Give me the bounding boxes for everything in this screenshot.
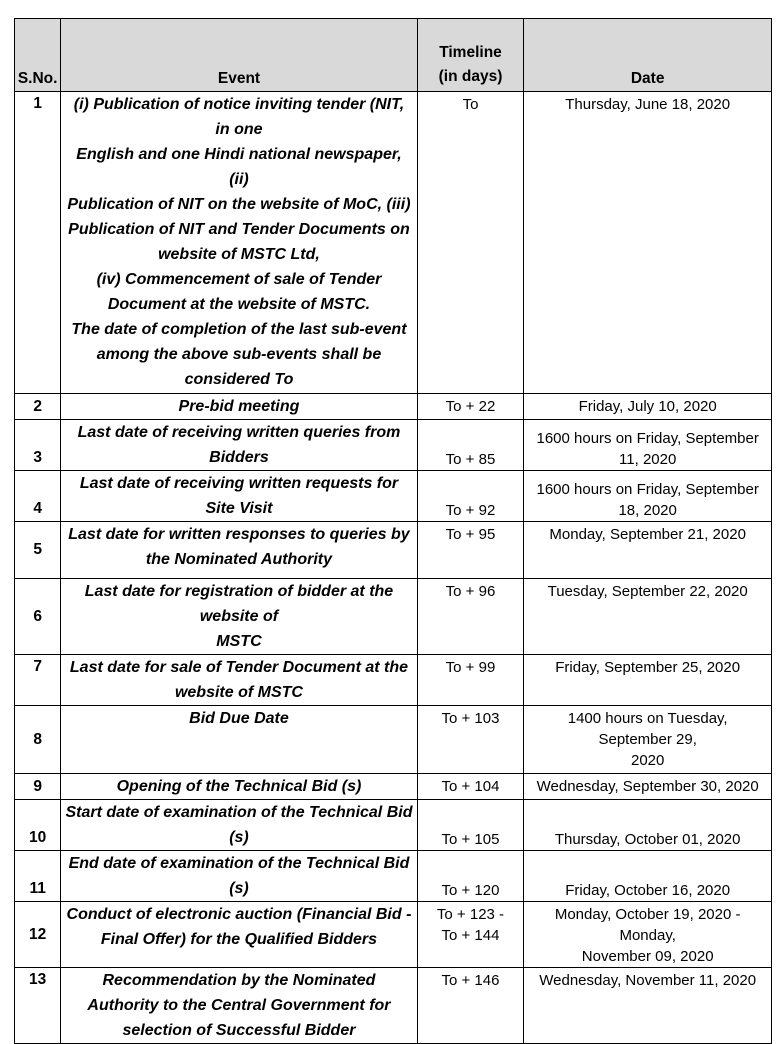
row-sno: 13	[15, 968, 61, 1044]
timeline-cell	[417, 851, 524, 902]
row-sno: 3	[15, 420, 61, 471]
event-cell-line: Publication of NIT and Tender Documents on	[68, 221, 410, 238]
event-cell-line: website of	[199, 608, 279, 625]
date-cell-line: 2020	[630, 752, 665, 769]
event-cell	[61, 471, 417, 522]
table-row	[15, 902, 772, 968]
date-cell	[524, 851, 772, 902]
event-cell-line: Opening of the Technical Bid (s)	[116, 778, 362, 795]
row-sno: 12	[15, 902, 61, 968]
date-cell-line: Tuesday, September 22, 2020	[547, 583, 748, 600]
schedule-table	[14, 18, 772, 1044]
row-sno: 4	[15, 471, 61, 522]
event-cell-line: considered To	[184, 371, 294, 388]
date-cell-line: Friday, July 10, 2020	[578, 398, 717, 415]
table-row	[15, 522, 772, 579]
event-cell	[61, 655, 417, 706]
event-cell-line: selection of Successful Bidder	[122, 1022, 356, 1039]
event-cell	[61, 522, 417, 579]
timeline-cell	[417, 800, 524, 851]
row-sno: 7	[15, 655, 61, 706]
date-cell-line: September 29,	[598, 731, 697, 748]
event-cell-line: (i) Publication of notice inviting tender (NIT,	[73, 96, 405, 113]
event-cell-line: Pre-bid meeting	[178, 398, 300, 415]
date-cell	[524, 774, 772, 800]
timeline-cell-line: To + 22	[445, 398, 496, 415]
timeline-cell-line: To + 85	[445, 451, 496, 468]
event-cell-line: MSTC	[216, 633, 262, 650]
timeline-cell-line: To + 95	[445, 526, 496, 543]
date-cell-line: Thursday, June 18, 2020	[565, 96, 731, 113]
date-cell-line: Friday, October 16, 2020	[565, 882, 731, 899]
date-cell	[524, 522, 772, 579]
row-sno: 5	[15, 522, 61, 579]
table-row	[15, 420, 772, 471]
row-sno: 9	[15, 774, 61, 800]
row-sno: 6	[15, 579, 61, 655]
date-cell-line: Monday,	[619, 927, 676, 944]
event-cell-line: Conduct of electronic auction (Financial Bid -	[66, 906, 412, 923]
event-cell	[61, 851, 417, 902]
event-cell-line: Last date of receiving written requests for	[79, 475, 399, 492]
event-cell	[61, 579, 417, 655]
event-cell-line: Recommendation by the Nominated	[102, 972, 376, 989]
event-cell-line: (s)	[229, 880, 249, 897]
timeline-cell-line: To + 103	[441, 710, 500, 727]
header-date: Date	[524, 19, 772, 92]
event-cell	[61, 968, 417, 1044]
header-row	[15, 19, 772, 92]
header-timeline-line1: Timeline	[439, 44, 502, 61]
date-cell-line: 18, 2020	[618, 502, 677, 519]
date-cell	[524, 420, 772, 471]
date-cell-line: Friday, September 25, 2020	[555, 659, 741, 676]
date-cell	[524, 800, 772, 851]
timeline-cell-line: To + 96	[445, 583, 496, 600]
header-timeline-line2: (in days)	[438, 68, 503, 85]
header-timeline	[417, 19, 524, 92]
date-cell-line: Wednesday, November 11, 2020	[539, 972, 757, 989]
event-cell-line: Site Visit	[205, 500, 273, 517]
event-cell-line: Last date for sale of Tender Document at the	[69, 659, 409, 676]
date-cell	[524, 92, 772, 394]
table-row	[15, 92, 772, 394]
timeline-cell-line: To + 120	[441, 882, 500, 899]
event-cell-line: (iv) Commencement of sale of Tender	[96, 271, 382, 288]
timeline-cell-line: To + 99	[445, 659, 496, 676]
event-cell-line: The date of completion of the last sub-event	[71, 321, 407, 338]
event-cell-line: Start date of examination of the Technical Bid	[65, 804, 413, 821]
event-cell-line: (s)	[229, 829, 249, 846]
event-cell	[61, 420, 417, 471]
timeline-cell	[417, 471, 524, 522]
row-sno: 8	[15, 706, 61, 774]
date-cell	[524, 394, 772, 420]
table-row	[15, 394, 772, 420]
date-cell-line: 1600 hours on Friday, September	[536, 430, 759, 447]
table-row	[15, 800, 772, 851]
date-cell-line: Monday, October 19, 2020 -	[554, 906, 741, 923]
timeline-cell	[417, 579, 524, 655]
event-cell-line: Publication of NIT on the website of MoC, (iii)	[67, 196, 411, 213]
event-cell	[61, 902, 417, 968]
date-cell-line: November 09, 2020	[581, 948, 714, 965]
date-cell	[524, 968, 772, 1044]
timeline-cell	[417, 706, 524, 774]
table-row	[15, 471, 772, 522]
event-cell-line: English and one Hindi national newspaper,	[76, 146, 402, 163]
date-cell-line: Thursday, October 01, 2020	[554, 831, 741, 848]
event-cell	[61, 774, 417, 800]
date-cell	[524, 579, 772, 655]
row-sno: 10	[15, 800, 61, 851]
date-cell	[524, 655, 772, 706]
timeline-cell	[417, 420, 524, 471]
timeline-cell	[417, 902, 524, 968]
row-sno: 2	[15, 394, 61, 420]
event-cell-line: Final Offer) for the Qualified Bidders	[100, 931, 378, 948]
table-row	[15, 655, 772, 706]
event-cell-line: the Nominated Authority	[145, 551, 332, 568]
header-event: Event	[61, 19, 417, 92]
table-row	[15, 579, 772, 655]
event-cell-line: Document at the website of MSTC.	[107, 296, 371, 313]
timeline-cell	[417, 774, 524, 800]
timeline-cell-line: To + 104	[441, 778, 500, 795]
timeline-cell-line: To	[462, 96, 479, 113]
date-cell-line: Monday, September 21, 2020	[549, 526, 746, 543]
date-cell-line: 1400 hours on Tuesday,	[567, 710, 728, 727]
date-cell	[524, 471, 772, 522]
event-cell-line: End date of examination of the Technical Bid	[68, 855, 410, 872]
event-cell-line: Authority to the Central Government for	[87, 997, 391, 1014]
event-cell-line: Last date of receiving written queries from	[77, 424, 401, 441]
timeline-cell-line: To + 144	[441, 927, 500, 944]
row-sno: 1	[15, 92, 61, 394]
timeline-cell	[417, 522, 524, 579]
event-cell-line: website of MSTC	[174, 684, 303, 701]
timeline-cell	[417, 394, 524, 420]
event-cell-line: Bidders	[209, 449, 269, 466]
event-cell	[61, 800, 417, 851]
header-sno: S.No.	[15, 19, 61, 92]
event-cell-line: (ii)	[229, 171, 249, 188]
table-row	[15, 851, 772, 902]
row-sno: 11	[15, 851, 61, 902]
event-cell-line: among the above sub-events shall be	[96, 346, 382, 363]
event-cell	[61, 706, 417, 774]
timeline-cell-line: To + 123 -	[436, 906, 505, 923]
table-row	[15, 706, 772, 774]
table-row	[15, 774, 772, 800]
table-row	[15, 968, 772, 1044]
date-cell-line: Wednesday, September 30, 2020	[536, 778, 759, 795]
event-cell	[61, 394, 417, 420]
timeline-cell	[417, 92, 524, 394]
event-cell-line: Last date for registration of bidder at the	[84, 583, 394, 600]
event-cell	[61, 92, 417, 394]
date-cell-line: 11, 2020	[619, 451, 677, 468]
event-cell-line: in one	[215, 121, 263, 138]
event-cell-line: Last date for written responses to queries by	[68, 526, 410, 543]
date-cell	[524, 902, 772, 968]
event-cell-line: Bid Due Date	[189, 710, 289, 727]
timeline-cell	[417, 968, 524, 1044]
timeline-cell-line: To + 146	[441, 972, 500, 989]
timeline-cell	[417, 655, 524, 706]
date-cell-line: 1600 hours on Friday, September	[536, 481, 759, 498]
event-cell-line: website of MSTC Ltd,	[158, 246, 320, 263]
date-cell	[524, 706, 772, 774]
timeline-cell-line: To + 105	[441, 831, 500, 848]
timeline-cell-line: To + 92	[445, 502, 496, 519]
